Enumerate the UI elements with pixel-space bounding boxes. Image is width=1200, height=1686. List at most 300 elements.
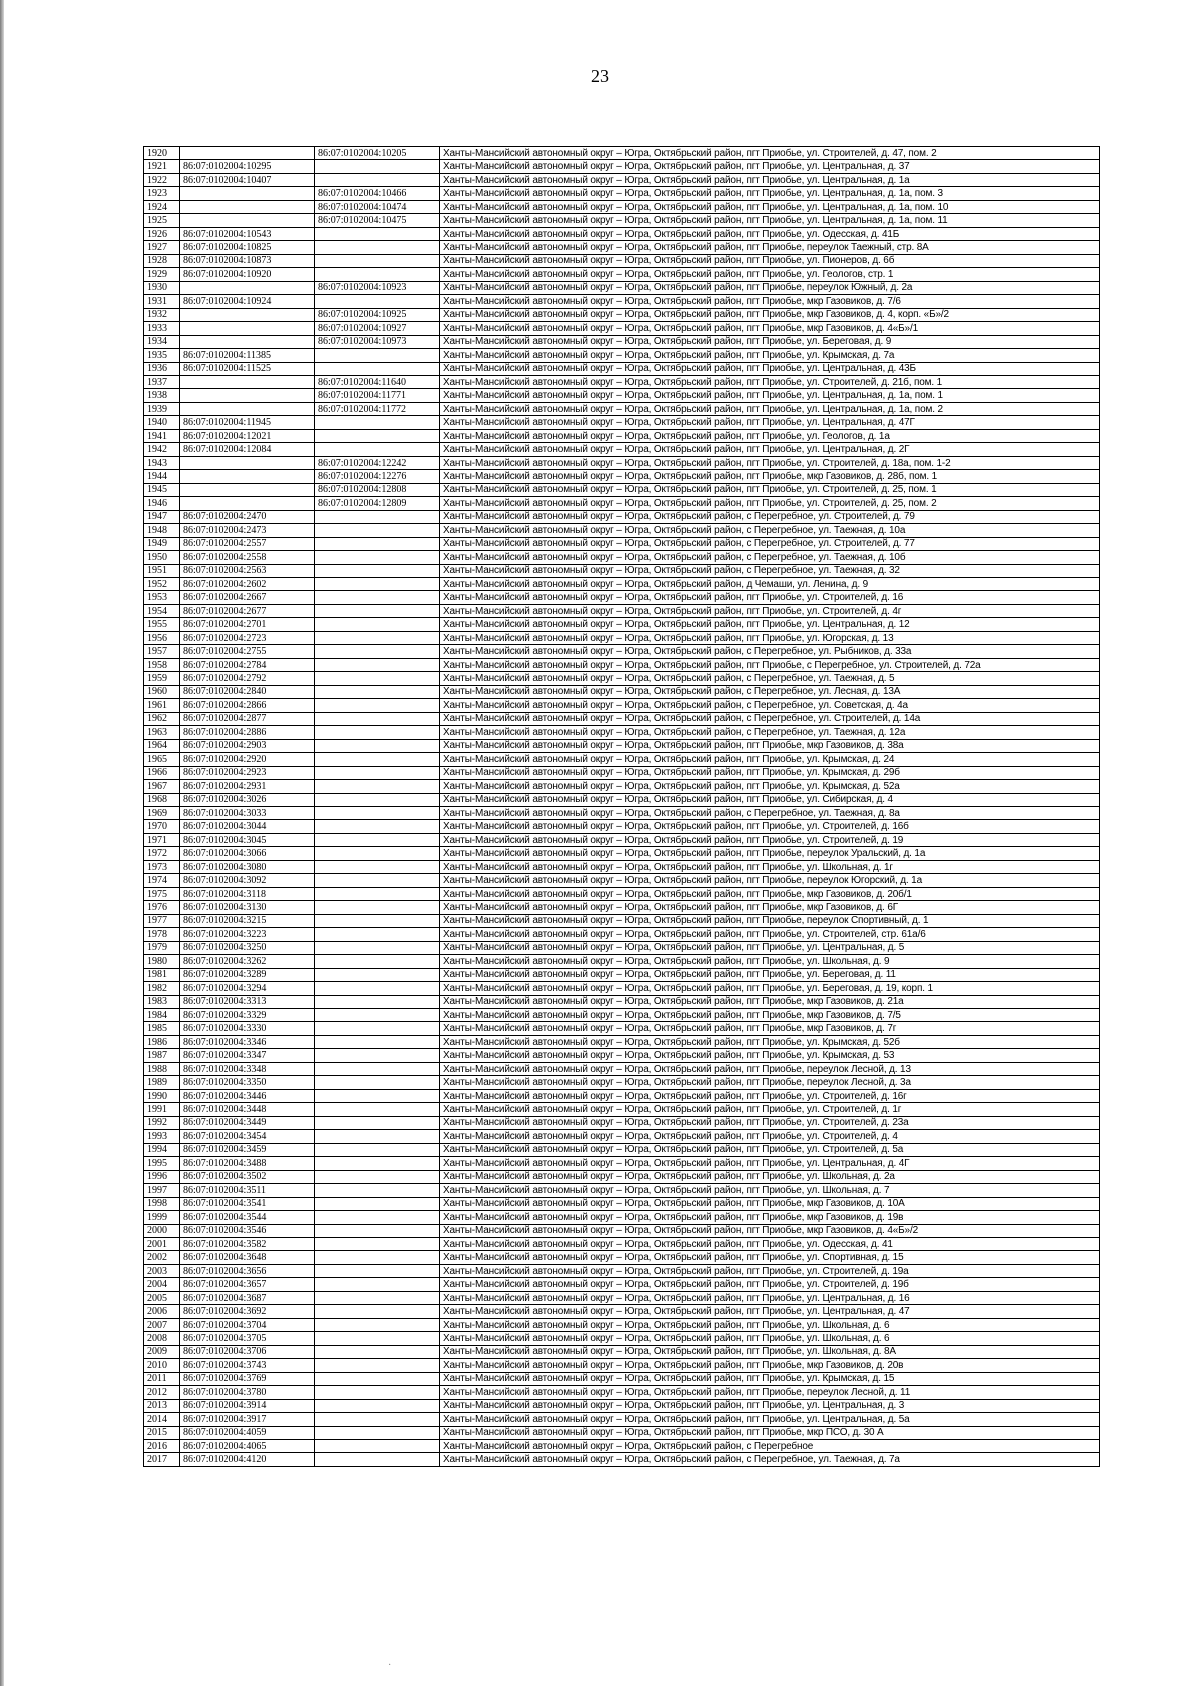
land-cadastral-number-cell: 86:07:0102004:3544 — [180, 1211, 315, 1224]
premises-cadastral-number-cell — [315, 1143, 440, 1156]
land-cadastral-number-cell: 86:07:0102004:3917 — [180, 1413, 315, 1426]
table-row — [144, 1264, 1100, 1277]
premises-cadastral-number-cell: 86:07:0102004:11771 — [315, 389, 440, 402]
premises-cadastral-number-cell — [315, 1022, 440, 1035]
land-cadastral-number-cell: 86:07:0102004:3648 — [180, 1251, 315, 1264]
address-cell: Ханты-Мансийский автономный округ – Югра, Октябрьский район, с Перегребное, ул. Таежная, д. 10а — [440, 524, 1100, 537]
table-row — [144, 726, 1100, 739]
table-row — [144, 780, 1100, 793]
premises-cadastral-number-cell — [315, 1211, 440, 1224]
table-row — [144, 227, 1100, 240]
premises-cadastral-number-cell — [315, 780, 440, 793]
premises-cadastral-number-cell — [315, 982, 440, 995]
row-number-cell: 1979 — [144, 941, 180, 954]
table-row — [144, 443, 1100, 456]
land-cadastral-number-cell: 86:07:0102004:3582 — [180, 1237, 315, 1250]
address-cell: Ханты-Мансийский автономный округ – Югра, Октябрьский район, пгт Приобье, переулок Южный, д. 2а — [440, 281, 1100, 294]
scan-artifact: · — [388, 1660, 392, 1671]
address-cell: Ханты-Мансийский автономный округ – Югра, Октябрьский район, пгт Приобье, ул. Центральная, д. 47Г — [440, 416, 1100, 429]
address-cell: Ханты-Мансийский автономный округ – Югра, Октябрьский район, пгт Приобье, ул. Строителей, д. 16г — [440, 1089, 1100, 1102]
address-cell: Ханты-Мансийский автономный округ – Югра, Октябрьский район, пгт Приобье, ул. Геологов, д. 1а — [440, 429, 1100, 442]
table-row — [144, 1453, 1100, 1466]
premises-cadastral-number-cell — [315, 1170, 440, 1183]
address-cell: Ханты-Мансийский автономный округ – Югра, Октябрьский район, пгт Приобье, ул. Одесская, д. 41 — [440, 1237, 1100, 1250]
premises-cadastral-number-cell — [315, 1345, 440, 1358]
address-cell: Ханты-Мансийский автономный округ – Югра, Октябрьский район, пгт Приобье, мкр Газовиков, д. 10А — [440, 1197, 1100, 1210]
row-number-cell: 1937 — [144, 375, 180, 388]
land-cadastral-number-cell: 86:07:0102004:3044 — [180, 820, 315, 833]
address-cell: Ханты-Мансийский автономный округ – Югра, Октябрьский район, пгт Приобье, ул. Спортивная, д. 15 — [440, 1251, 1100, 1264]
premises-cadastral-number-cell — [315, 941, 440, 954]
row-number-cell: 2003 — [144, 1264, 180, 1277]
address-cell: Ханты-Мансийский автономный округ – Югра, Октябрьский район, пгт Приобье, ул. Школьная, д. 9 — [440, 955, 1100, 968]
row-number-cell: 1954 — [144, 604, 180, 617]
premises-cadastral-number-cell: 86:07:0102004:10475 — [315, 214, 440, 227]
table-row — [144, 456, 1100, 469]
premises-cadastral-number-cell — [315, 1305, 440, 1318]
address-cell: Ханты-Мансийский автономный округ – Югра, Октябрьский район, пгт Приобье, ул. Центральная, д. 1а, пом. 11 — [440, 214, 1100, 227]
address-cell: Ханты-Мансийский автономный округ – Югра, Октябрьский район, пгт Приобье, ул. Школьная, д. 6 — [440, 1332, 1100, 1345]
land-cadastral-number-cell: 86:07:0102004:2558 — [180, 551, 315, 564]
address-cell: Ханты-Мансийский автономный округ – Югра, Октябрьский район, пгт Приобье, ул. Центральная, д. 1а, пом. 10 — [440, 200, 1100, 213]
land-cadastral-number-cell: 86:07:0102004:3350 — [180, 1076, 315, 1089]
address-cell: Ханты-Мансийский автономный округ – Югра, Октябрьский район, пгт Приобье, ул. Крымская, д. 52а — [440, 780, 1100, 793]
table-row — [144, 1345, 1100, 1358]
table-row — [144, 1049, 1100, 1062]
table-row — [144, 322, 1100, 335]
address-cell: Ханты-Мансийский автономный округ – Югра, Октябрьский район, с Перегребное, ул. Таежная, д. 12а — [440, 726, 1100, 739]
land-cadastral-number-cell: 86:07:0102004:11385 — [180, 349, 315, 362]
row-number-cell: 1994 — [144, 1143, 180, 1156]
table-row — [144, 631, 1100, 644]
table-row — [144, 968, 1100, 981]
table-row — [144, 793, 1100, 806]
address-cell: Ханты-Мансийский автономный округ – Югра, Октябрьский район, пгт Приобье, ул. Крымская, д. 7а — [440, 349, 1100, 362]
premises-cadastral-number-cell — [315, 227, 440, 240]
address-cell: Ханты-Мансийский автономный округ – Югра, Октябрьский район, пгт Приобье, ул. Центральная, д. 16 — [440, 1291, 1100, 1304]
row-number-cell: 2004 — [144, 1278, 180, 1291]
table-row — [144, 268, 1100, 281]
row-number-cell: 2014 — [144, 1413, 180, 1426]
address-cell: Ханты-Мансийский автономный округ – Югра, Октябрьский район, с Перегребное, ул. Строителей, д. 14а — [440, 712, 1100, 725]
premises-cadastral-number-cell: 86:07:0102004:12276 — [315, 470, 440, 483]
table-row — [144, 1211, 1100, 1224]
premises-cadastral-number-cell — [315, 1264, 440, 1277]
land-cadastral-number-cell: 86:07:0102004:2602 — [180, 578, 315, 591]
premises-cadastral-number-cell — [315, 618, 440, 631]
table-row — [144, 1426, 1100, 1439]
land-cadastral-number-cell: 86:07:0102004:3705 — [180, 1332, 315, 1345]
table-row — [144, 295, 1100, 308]
row-number-cell: 1938 — [144, 389, 180, 402]
row-number-cell: 2005 — [144, 1291, 180, 1304]
premises-cadastral-number-cell — [315, 1237, 440, 1250]
premises-cadastral-number-cell — [315, 295, 440, 308]
land-cadastral-number-cell: 86:07:0102004:3454 — [180, 1130, 315, 1143]
premises-cadastral-number-cell — [315, 955, 440, 968]
land-cadastral-number-cell: 86:07:0102004:2473 — [180, 524, 315, 537]
row-number-cell: 1943 — [144, 456, 180, 469]
table-row — [144, 928, 1100, 941]
premises-cadastral-number-cell — [315, 510, 440, 523]
premises-cadastral-number-cell — [315, 968, 440, 981]
premises-cadastral-number-cell — [315, 1157, 440, 1170]
land-cadastral-number-cell: 86:07:0102004:3502 — [180, 1170, 315, 1183]
address-cell: Ханты-Мансийский автономный округ – Югра, Октябрьский район, пгт Приобье, мкр Газовиков, д. 20б/1 — [440, 887, 1100, 900]
land-cadastral-number-cell: 86:07:0102004:3488 — [180, 1157, 315, 1170]
row-number-cell: 1939 — [144, 402, 180, 415]
address-cell: Ханты-Мансийский автономный округ – Югра, Октябрьский район, пгт Приобье, ул. Геологов, стр. 1 — [440, 268, 1100, 281]
premises-cadastral-number-cell — [315, 537, 440, 550]
address-cell: Ханты-Мансийский автономный округ – Югра, Октябрьский район, пгт Приобье, ул. Строителей, д. 25, пом. 1 — [440, 483, 1100, 496]
address-cell: Ханты-Мансийский автономный округ – Югра, Октябрьский район, пгт Приобье, ул. Центральная, д. 1а, пом. 3 — [440, 187, 1100, 200]
premises-cadastral-number-cell — [315, 268, 440, 281]
premises-cadastral-number-cell: 86:07:0102004:10923 — [315, 281, 440, 294]
table-row — [144, 955, 1100, 968]
row-number-cell: 1930 — [144, 281, 180, 294]
land-cadastral-number-cell: 86:07:0102004:3294 — [180, 982, 315, 995]
land-cadastral-number-cell — [180, 200, 315, 213]
table-row — [144, 349, 1100, 362]
address-cell: Ханты-Мансийский автономный округ – Югра, Октябрьский район, пгт Приобье, ул. Центральная, д. 37 — [440, 160, 1100, 173]
table-row — [144, 1143, 1100, 1156]
address-cell: Ханты-Мансийский автономный округ – Югра, Октябрьский район, пгт Приобье, ул. Береговая, д. 19, корп. 1 — [440, 982, 1100, 995]
land-cadastral-number-cell: 86:07:0102004:10920 — [180, 268, 315, 281]
address-cell: Ханты-Мансийский автономный округ – Югра, Октябрьский район, пгт Приобье, ул. Крымская, д. 24 — [440, 753, 1100, 766]
row-number-cell: 2008 — [144, 1332, 180, 1345]
table-row — [144, 1399, 1100, 1412]
table-row — [144, 524, 1100, 537]
land-cadastral-number-cell — [180, 308, 315, 321]
table-row — [144, 766, 1100, 779]
premises-cadastral-number-cell — [315, 995, 440, 1008]
premises-cadastral-number-cell — [315, 1251, 440, 1264]
table-row — [144, 402, 1100, 415]
land-cadastral-number-cell: 86:07:0102004:3541 — [180, 1197, 315, 1210]
row-number-cell: 1972 — [144, 847, 180, 860]
table-row — [144, 1184, 1100, 1197]
table-row — [144, 362, 1100, 375]
row-number-cell: 1990 — [144, 1089, 180, 1102]
row-number-cell: 1929 — [144, 268, 180, 281]
land-cadastral-number-cell: 86:07:0102004:3914 — [180, 1399, 315, 1412]
address-cell: Ханты-Мансийский автономный округ – Югра, Октябрьский район, пгт Приобье, ул. Центральная, д. 12 — [440, 618, 1100, 631]
address-cell: Ханты-Мансийский автономный округ – Югра, Октябрьский район, пгт Приобье, ул. Строителей, стр. 61а/6 — [440, 928, 1100, 941]
address-cell: Ханты-Мансийский автономный округ – Югра, Октябрьский район, пгт Приобье, ул. Береговая, д. 9 — [440, 335, 1100, 348]
address-cell: Ханты-Мансийский автономный округ – Югра, Октябрьский район, пгт Приобье, мкр ПСО, д. 30 А — [440, 1426, 1100, 1439]
land-cadastral-number-cell: 86:07:0102004:10543 — [180, 227, 315, 240]
premises-cadastral-number-cell: 86:07:0102004:11640 — [315, 375, 440, 388]
land-cadastral-number-cell — [180, 483, 315, 496]
premises-cadastral-number-cell — [315, 1278, 440, 1291]
row-number-cell: 1941 — [144, 429, 180, 442]
address-cell: Ханты-Мансийский автономный округ – Югра, Октябрьский район, пгт Приобье, ул. Крымская, д. 29б — [440, 766, 1100, 779]
table-row — [144, 416, 1100, 429]
address-cell: Ханты-Мансийский автономный округ – Югра, Октябрьский район, пгт Приобье, ул. Строителей, д. 21б, пом. 1 — [440, 375, 1100, 388]
address-cell: Ханты-Мансийский автономный округ – Югра, Октябрьский район, д Чемаши, ул. Ленина, д. 9 — [440, 578, 1100, 591]
address-cell: Ханты-Мансийский автономный округ – Югра, Октябрьский район, пгт Приобье, мкр Газовиков, д. 4«Б»/2 — [440, 1224, 1100, 1237]
table-row — [144, 1035, 1100, 1048]
row-number-cell: 2001 — [144, 1237, 180, 1250]
row-number-cell: 2011 — [144, 1372, 180, 1385]
table-row — [144, 1305, 1100, 1318]
premises-cadastral-number-cell — [315, 1130, 440, 1143]
land-cadastral-number-cell: 86:07:0102004:2667 — [180, 591, 315, 604]
row-number-cell: 1988 — [144, 1062, 180, 1075]
address-cell: Ханты-Мансийский автономный округ – Югра, Октябрьский район, пгт Приобье, ул. Центральная, д. 1а — [440, 173, 1100, 186]
table-row — [144, 1116, 1100, 1129]
row-number-cell: 1921 — [144, 160, 180, 173]
address-cell: Ханты-Мансийский автономный округ – Югра, Октябрьский район, пгт Приобье, ул. Строителей, д. 5а — [440, 1143, 1100, 1156]
land-cadastral-number-cell: 86:07:0102004:12084 — [180, 443, 315, 456]
table-row — [144, 982, 1100, 995]
table-row — [144, 820, 1100, 833]
premises-cadastral-number-cell — [315, 739, 440, 752]
row-number-cell: 1945 — [144, 483, 180, 496]
land-cadastral-number-cell: 86:07:0102004:2677 — [180, 604, 315, 617]
address-cell: Ханты-Мансийский автономный округ – Югра, Октябрьский район, пгт Приобье, ул. Строителей, д. 18а, пом. 1-2 — [440, 456, 1100, 469]
land-cadastral-number-cell: 86:07:0102004:10873 — [180, 254, 315, 267]
premises-cadastral-number-cell — [315, 833, 440, 846]
land-cadastral-number-cell: 86:07:0102004:11945 — [180, 416, 315, 429]
land-cadastral-number-cell: 86:07:0102004:2920 — [180, 753, 315, 766]
land-cadastral-number-cell: 86:07:0102004:2563 — [180, 564, 315, 577]
table-row — [144, 375, 1100, 388]
table-row — [144, 241, 1100, 254]
row-number-cell: 1975 — [144, 887, 180, 900]
row-number-cell: 1965 — [144, 753, 180, 766]
table-row — [144, 1022, 1100, 1035]
premises-cadastral-number-cell — [315, 1035, 440, 1048]
table-row — [144, 1237, 1100, 1250]
address-cell: Ханты-Мансийский автономный округ – Югра, Октябрьский район, пгт Приобье, мкр Газовиков, д. 28б, пом. 1 — [440, 470, 1100, 483]
premises-cadastral-number-cell — [315, 712, 440, 725]
premises-cadastral-number-cell — [315, 1049, 440, 1062]
row-number-cell: 1944 — [144, 470, 180, 483]
row-number-cell: 1960 — [144, 685, 180, 698]
address-cell: Ханты-Мансийский автономный округ – Югра, Октябрьский район, с Перегребное, ул. Строителей, д. 79 — [440, 510, 1100, 523]
address-cell: Ханты-Мансийский автономный округ – Югра, Октябрьский район, пгт Приобье, ул. Строителей, д. 23а — [440, 1116, 1100, 1129]
land-cadastral-number-cell: 86:07:0102004:3346 — [180, 1035, 315, 1048]
land-cadastral-number-cell — [180, 281, 315, 294]
land-cadastral-number-cell: 86:07:0102004:3687 — [180, 1291, 315, 1304]
premises-cadastral-number-cell — [315, 874, 440, 887]
row-number-cell: 1949 — [144, 537, 180, 550]
land-cadastral-number-cell: 86:07:0102004:2792 — [180, 672, 315, 685]
table-row — [144, 160, 1100, 173]
premises-cadastral-number-cell — [315, 416, 440, 429]
table-row — [144, 672, 1100, 685]
row-number-cell: 1966 — [144, 766, 180, 779]
premises-cadastral-number-cell — [315, 604, 440, 617]
address-cell: Ханты-Мансийский автономный округ – Югра, Октябрьский район, пгт Приобье, ул. Школьная, д. 2а — [440, 1170, 1100, 1183]
address-cell: Ханты-Мансийский автономный округ – Югра, Октябрьский район, с Перегребное, ул. Таежная, д. 10б — [440, 551, 1100, 564]
table-row — [144, 1440, 1100, 1453]
address-cell: Ханты-Мансийский автономный округ – Югра, Октябрьский район, с Перегребное, ул. Таежная, д. 5 — [440, 672, 1100, 685]
land-cadastral-number-cell: 86:07:0102004:3329 — [180, 1009, 315, 1022]
address-cell: Ханты-Мансийский автономный округ – Югра, Октябрьский район, пгт Приобье, ул. Строителей, д. 19 — [440, 833, 1100, 846]
land-cadastral-number-cell: 86:07:0102004:4120 — [180, 1453, 315, 1466]
row-number-cell: 1970 — [144, 820, 180, 833]
land-cadastral-number-cell — [180, 322, 315, 335]
premises-cadastral-number-cell — [315, 1426, 440, 1439]
row-number-cell: 2010 — [144, 1359, 180, 1372]
address-cell: Ханты-Мансийский автономный округ – Югра, Октябрьский район, пгт Приобье, переулок Спортивный, д. 1 — [440, 914, 1100, 927]
property-register-table — [143, 146, 1100, 1467]
land-cadastral-number-cell: 86:07:0102004:3704 — [180, 1318, 315, 1331]
premises-cadastral-number-cell: 86:07:0102004:12242 — [315, 456, 440, 469]
land-cadastral-number-cell: 86:07:0102004:3347 — [180, 1049, 315, 1062]
premises-cadastral-number-cell — [315, 1386, 440, 1399]
row-number-cell: 1998 — [144, 1197, 180, 1210]
land-cadastral-number-cell: 86:07:0102004:4065 — [180, 1440, 315, 1453]
land-cadastral-number-cell: 86:07:0102004:10295 — [180, 160, 315, 173]
premises-cadastral-number-cell — [315, 887, 440, 900]
land-cadastral-number-cell: 86:07:0102004:3330 — [180, 1022, 315, 1035]
address-cell: Ханты-Мансийский автономный округ – Югра, Октябрьский район, пгт Приобье, ул. Строителей, д. 16 — [440, 591, 1100, 604]
table-row — [144, 1009, 1100, 1022]
row-number-cell: 1922 — [144, 173, 180, 186]
land-cadastral-number-cell: 86:07:0102004:11525 — [180, 362, 315, 375]
premises-cadastral-number-cell: 86:07:0102004:12809 — [315, 497, 440, 510]
premises-cadastral-number-cell — [315, 901, 440, 914]
address-cell: Ханты-Мансийский автономный округ – Югра, Октябрьский район, пгт Приобье, ул. Школьная, д. 8А — [440, 1345, 1100, 1358]
premises-cadastral-number-cell — [315, 1318, 440, 1331]
table-row — [144, 806, 1100, 819]
address-cell: Ханты-Мансийский автономный округ – Югра, Октябрьский район, пгт Приобье, ул. Югорская, д. 13 — [440, 631, 1100, 644]
table-row — [144, 187, 1100, 200]
row-number-cell: 1951 — [144, 564, 180, 577]
land-cadastral-number-cell: 86:07:0102004:3313 — [180, 995, 315, 1008]
address-cell: Ханты-Мансийский автономный округ – Югра, Октябрьский район, пгт Приобье, мкр Газовиков, д. 20в — [440, 1359, 1100, 1372]
table-row — [144, 941, 1100, 954]
premises-cadastral-number-cell — [315, 685, 440, 698]
table-row — [144, 1332, 1100, 1345]
table-row — [144, 1291, 1100, 1304]
premises-cadastral-number-cell — [315, 1103, 440, 1116]
row-number-cell: 1957 — [144, 645, 180, 658]
address-cell: Ханты-Мансийский автономный округ – Югра, Октябрьский район, с Перегребное, ул. Таежная, д. 32 — [440, 564, 1100, 577]
address-cell: Ханты-Мансийский автономный округ – Югра, Октябрьский район, с Перегребное, ул. Строителей, д. 77 — [440, 537, 1100, 550]
row-number-cell: 1987 — [144, 1049, 180, 1062]
land-cadastral-number-cell: 86:07:0102004:2755 — [180, 645, 315, 658]
address-cell: Ханты-Мансийский автономный округ – Югра, Октябрьский район, пгт Приобье, ул. Пионеров, д. 6б — [440, 254, 1100, 267]
address-cell: Ханты-Мансийский автономный округ – Югра, Октябрьский район, пгт Приобье, мкр Газовиков, д. 4, корп. «Б»/2 — [440, 308, 1100, 321]
land-cadastral-number-cell: 86:07:0102004:3092 — [180, 874, 315, 887]
address-cell: Ханты-Мансийский автономный округ – Югра, Октябрьский район, пгт Приобье, ул. Центральная, д. 1а, пом. 2 — [440, 402, 1100, 415]
row-number-cell: 1932 — [144, 308, 180, 321]
table-row — [144, 281, 1100, 294]
table-row — [144, 712, 1100, 725]
address-cell: Ханты-Мансийский автономный округ – Югра, Октябрьский район, пгт Приобье, ул. Центральная, д. 3 — [440, 1399, 1100, 1412]
row-number-cell: 2013 — [144, 1399, 180, 1412]
row-number-cell: 1950 — [144, 551, 180, 564]
address-cell: Ханты-Мансийский автономный округ – Югра, Октябрьский район, пгт Приобье, мкр Газовиков, д. 21а — [440, 995, 1100, 1008]
row-number-cell: 1980 — [144, 955, 180, 968]
address-cell: Ханты-Мансийский автономный округ – Югра, Октябрьский район, пгт Приобье, мкр Газовиков, д. 4«Б»/1 — [440, 322, 1100, 335]
land-cadastral-number-cell — [180, 147, 315, 160]
premises-cadastral-number-cell: 86:07:0102004:10927 — [315, 322, 440, 335]
premises-cadastral-number-cell — [315, 1224, 440, 1237]
row-number-cell: 1925 — [144, 214, 180, 227]
row-number-cell: 1934 — [144, 335, 180, 348]
table-row — [144, 537, 1100, 550]
land-cadastral-number-cell: 86:07:0102004:3223 — [180, 928, 315, 941]
table-row — [144, 860, 1100, 873]
row-number-cell: 1967 — [144, 780, 180, 793]
address-cell: Ханты-Мансийский автономный округ – Югра, Октябрьский район, пгт Приобье, переулок Лесной, д. 3а — [440, 1076, 1100, 1089]
table-row — [144, 1170, 1100, 1183]
table-row — [144, 685, 1100, 698]
row-number-cell: 1947 — [144, 510, 180, 523]
table-row — [144, 1372, 1100, 1385]
premises-cadastral-number-cell — [315, 766, 440, 779]
row-number-cell: 1946 — [144, 497, 180, 510]
land-cadastral-number-cell: 86:07:0102004:10407 — [180, 173, 315, 186]
address-cell: Ханты-Мансийский автономный округ – Югра, Октябрьский район, пгт Приобье, ул. Центральная, д. 2Г — [440, 443, 1100, 456]
table-row — [144, 578, 1100, 591]
table-row — [144, 483, 1100, 496]
premises-cadastral-number-cell — [315, 753, 440, 766]
address-cell: Ханты-Мансийский автономный округ – Югра, Октябрьский район, пгт Приобье, мкр Газовиков, д. 38а — [440, 739, 1100, 752]
premises-cadastral-number-cell — [315, 1076, 440, 1089]
row-number-cell: 2016 — [144, 1440, 180, 1453]
row-number-cell: 2002 — [144, 1251, 180, 1264]
row-number-cell: 1920 — [144, 147, 180, 160]
table-row — [144, 470, 1100, 483]
land-cadastral-number-cell — [180, 375, 315, 388]
premises-cadastral-number-cell — [315, 1116, 440, 1129]
land-cadastral-number-cell: 86:07:0102004:2866 — [180, 699, 315, 712]
address-cell: Ханты-Мансийский автономный округ – Югра, Октябрьский район, пгт Приобье, ул. Строителей, д. 16б — [440, 820, 1100, 833]
table-row — [144, 995, 1100, 1008]
row-number-cell: 2015 — [144, 1426, 180, 1439]
address-cell: Ханты-Мансийский автономный округ – Югра, Октябрьский район, пгт Приобье, переулок Таежный, стр. 8А — [440, 241, 1100, 254]
row-number-cell: 1999 — [144, 1211, 180, 1224]
row-number-cell: 1928 — [144, 254, 180, 267]
land-cadastral-number-cell: 86:07:0102004:3448 — [180, 1103, 315, 1116]
address-cell: Ханты-Мансийский автономный округ – Югра, Октябрьский район, пгт Приобье, ул. Строителей, д. 47, пом. 2 — [440, 147, 1100, 160]
row-number-cell: 1942 — [144, 443, 180, 456]
table-row — [144, 1197, 1100, 1210]
row-number-cell: 1974 — [144, 874, 180, 887]
premises-cadastral-number-cell: 86:07:0102004:10925 — [315, 308, 440, 321]
premises-cadastral-number-cell — [315, 591, 440, 604]
premises-cadastral-number-cell — [315, 241, 440, 254]
address-cell: Ханты-Мансийский автономный округ – Югра, Октябрьский район, пгт Приобье, ул. Крымская, д. 53 — [440, 1049, 1100, 1062]
row-number-cell: 2012 — [144, 1386, 180, 1399]
table-row — [144, 214, 1100, 227]
row-number-cell: 1976 — [144, 901, 180, 914]
address-cell: Ханты-Мансийский автономный округ – Югра, Октябрьский район, пгт Приобье, ул. Строителей, д. 19б — [440, 1278, 1100, 1291]
address-cell: Ханты-Мансийский автономный округ – Югра, Октябрьский район, пгт Приобье, ул. Центральная, д. 1а, пом. 1 — [440, 389, 1100, 402]
address-cell: Ханты-Мансийский автономный округ – Югра, Октябрьский район, пгт Приобье, ул. Крымская, д. 15 — [440, 1372, 1100, 1385]
address-cell: Ханты-Мансийский автономный округ – Югра, Октябрьский район, пгт Приобье, ул. Сибирская, д. 4 — [440, 793, 1100, 806]
table-row — [144, 874, 1100, 887]
table-row — [144, 901, 1100, 914]
land-cadastral-number-cell: 86:07:0102004:2557 — [180, 537, 315, 550]
land-cadastral-number-cell: 86:07:0102004:3511 — [180, 1184, 315, 1197]
row-number-cell: 1933 — [144, 322, 180, 335]
premises-cadastral-number-cell — [315, 1089, 440, 1102]
address-cell: Ханты-Мансийский автономный округ – Югра, Октябрьский район, пгт Приобье, ул. Центральная, д. 47 — [440, 1305, 1100, 1318]
row-number-cell: 1973 — [144, 860, 180, 873]
table-row — [144, 914, 1100, 927]
table-row — [144, 308, 1100, 321]
land-cadastral-number-cell: 86:07:0102004:2931 — [180, 780, 315, 793]
row-number-cell: 1982 — [144, 982, 180, 995]
table-row — [144, 551, 1100, 564]
